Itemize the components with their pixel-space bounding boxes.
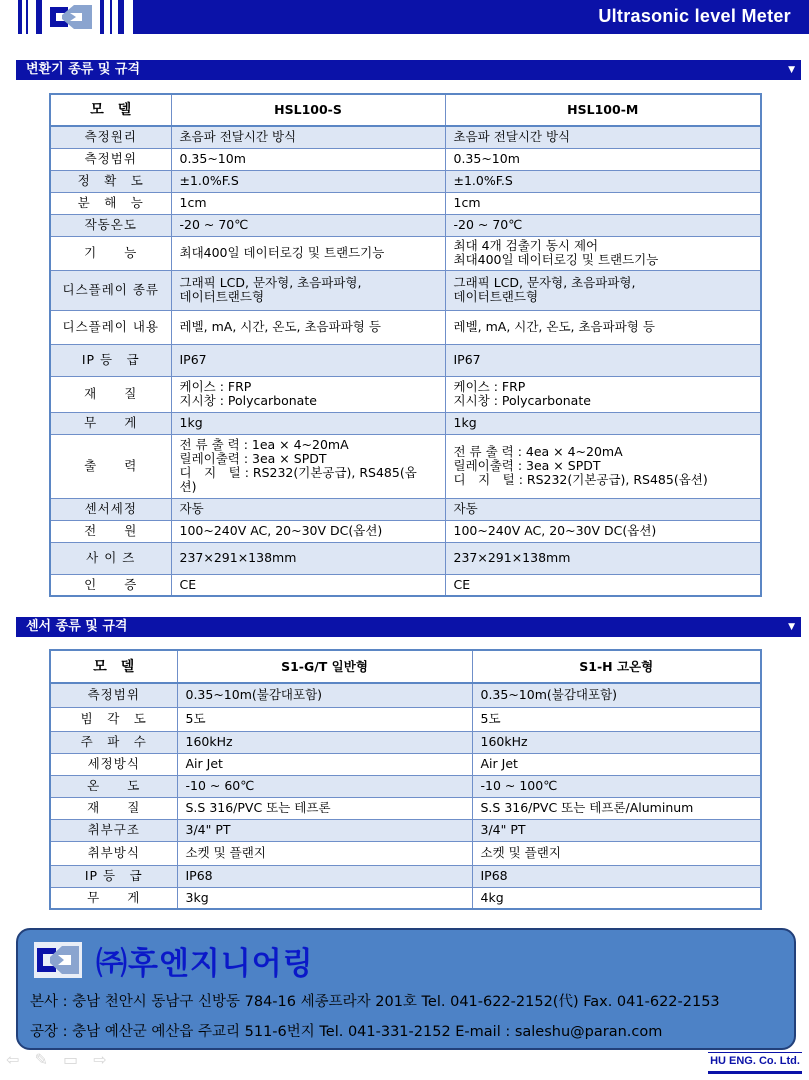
page-title: Ultrasonic level Meter	[598, 6, 791, 26]
section-title: 센서 종류 및 규격	[26, 619, 128, 634]
col-header-s1gt: S1-G/T 일반형	[177, 650, 472, 683]
cell-value: 초음파 전달시간 방식	[445, 126, 761, 148]
cell-value: 케이스 : FRP 지시창 : Polycarbonate	[445, 376, 761, 412]
table-row	[50, 170, 761, 192]
cell-value: 0.35~10m	[445, 148, 761, 170]
cell-value: 자동	[171, 498, 445, 520]
company-logo-icon	[34, 942, 82, 978]
cell-value: 100~240V AC, 20~30V DC(옵션)	[445, 520, 761, 542]
row-label: 빔 각 도	[50, 707, 177, 731]
nav-forward-icon[interactable]: ⇨	[93, 1050, 107, 1069]
cell-value: 최대 4개 검출기 동시 제어 최대400일 데이터로깅 및 트랜드기능	[445, 236, 761, 270]
row-label: 취부방식	[50, 841, 177, 865]
office-address: 본사 : 충남 천안시 동남구 신방동 784-16 세종프라자 201호 Tel. 041-622-2152(代) Fax. 041-622-2153	[30, 994, 720, 1010]
table-row	[50, 753, 761, 775]
row-label: 재 질	[50, 797, 177, 819]
cell-value: -10 ~ 60℃	[177, 775, 472, 797]
table-row	[50, 841, 761, 865]
cell-value: -10 ~ 100℃	[472, 775, 761, 797]
row-label: 측정원리	[50, 126, 171, 148]
dropdown-arrow-icon[interactable]: ▼	[788, 65, 795, 75]
table-row	[50, 310, 761, 344]
table-row	[50, 236, 761, 270]
col-header-hsl100m: HSL100-M	[445, 94, 761, 126]
title-bar	[133, 0, 809, 34]
col-header-model: 모 델	[50, 94, 171, 126]
col-header-hsl100s: HSL100-S	[171, 94, 445, 126]
row-label: 인 증	[50, 574, 171, 596]
section-title: 변환기 종류 및 규격	[26, 62, 141, 77]
company-info-box	[16, 928, 796, 1050]
cell-value: ±1.0%F.S	[445, 170, 761, 192]
cell-value: 0.35~10m	[171, 148, 445, 170]
cell-value: 1cm	[171, 192, 445, 214]
nav-back-icon[interactable]: ⇦	[6, 1050, 20, 1069]
cell-value: 3kg	[177, 887, 472, 909]
table-row	[50, 376, 761, 412]
company-badge: HU ENG. Co. Ltd.	[708, 1052, 802, 1074]
cell-value: IP67	[445, 344, 761, 376]
table-row	[50, 498, 761, 520]
row-label: 센서세정	[50, 498, 171, 520]
cell-value: 3/4" PT	[472, 819, 761, 841]
cell-value: 100~240V AC, 20~30V DC(옵션)	[171, 520, 445, 542]
row-label: 측정범위	[50, 683, 177, 707]
cell-value: 전 류 출 력 : 1ea × 4~20mA 릴레이출력 : 3ea × SPDT 디 지 털 : RS232(기본공급), RS485(옵 션)	[171, 434, 445, 498]
row-label: 사 이 즈	[50, 542, 171, 574]
row-label: 세정방식	[50, 753, 177, 775]
row-label: 무 게	[50, 887, 177, 909]
cell-value: -20 ~ 70℃	[445, 214, 761, 236]
cell-value: CE	[445, 574, 761, 596]
row-label: 기 능	[50, 236, 171, 270]
row-label: 분 해 능	[50, 192, 171, 214]
section-header-converter	[16, 60, 801, 80]
row-label: 정 확 도	[50, 170, 171, 192]
factory-address: 공장 : 충남 예산군 예산읍 주교리 511-6번지 Tel. 041-331-2152 E-mail : saleshu@paran.com	[30, 1024, 663, 1040]
table-row	[50, 707, 761, 731]
page-nav-icons	[6, 1050, 136, 1070]
cell-value: 최대400일 데이터로깅 및 트랜드기능	[171, 236, 445, 270]
cell-value: IP67	[171, 344, 445, 376]
table-row	[50, 775, 761, 797]
nav-edit-icon[interactable]: ✎	[34, 1050, 48, 1069]
cell-value: 그래픽 LCD, 문자형, 초음파파형, 데이터트랜드형	[171, 270, 445, 310]
table-row	[50, 344, 761, 376]
table-row	[50, 887, 761, 909]
row-label: 전 원	[50, 520, 171, 542]
cell-value: ±1.0%F.S	[171, 170, 445, 192]
cell-value: IP68	[472, 865, 761, 887]
cell-value: 레벨, mA, 시간, 온도, 초음파파형 등	[445, 310, 761, 344]
table-row	[50, 865, 761, 887]
section-header-sensor	[16, 617, 801, 637]
dropdown-arrow-icon[interactable]: ▼	[788, 622, 795, 632]
cell-value: 160kHz	[472, 731, 761, 753]
row-label: 온 도	[50, 775, 177, 797]
row-label: 작동온도	[50, 214, 171, 236]
sensor-spec-table	[49, 649, 762, 910]
row-label: 디스플레이 종류	[50, 270, 171, 310]
cell-value: 초음파 전달시간 방식	[171, 126, 445, 148]
cell-value: -20 ~ 70℃	[171, 214, 445, 236]
cell-value: 케이스 : FRP 지시창 : Polycarbonate	[171, 376, 445, 412]
cell-value: 소켓 및 플랜지	[177, 841, 472, 865]
cell-value: IP68	[177, 865, 472, 887]
table-row	[50, 683, 761, 707]
table-row	[50, 731, 761, 753]
cell-value: 자동	[445, 498, 761, 520]
row-label: 취부구조	[50, 819, 177, 841]
col-header-model: 모 델	[50, 650, 177, 683]
col-header-s1h: S1-H 고온형	[472, 650, 761, 683]
table-row	[50, 192, 761, 214]
cell-value: 4kg	[472, 887, 761, 909]
cell-value: 0.35~10m(불감대포함)	[177, 683, 472, 707]
top-banner	[0, 0, 809, 34]
table-row	[50, 574, 761, 596]
company-logo-icon	[48, 3, 94, 31]
cell-value: 1cm	[445, 192, 761, 214]
company-name: ㈜후엔지니어링	[96, 946, 314, 982]
row-label: 출 력	[50, 434, 171, 498]
row-label: IP 등 급	[50, 344, 171, 376]
table-row	[50, 412, 761, 434]
table-row	[50, 126, 761, 148]
row-label: 주 파 수	[50, 731, 177, 753]
cell-value: 0.35~10m(불감대포함)	[472, 683, 761, 707]
cell-value: CE	[171, 574, 445, 596]
cell-value: 전 류 출 력 : 4ea × 4~20mA 릴레이출력 : 3ea × SPDT 디 지 털 : RS232(기본공급), RS485(옵션)	[445, 434, 761, 498]
cell-value: Air Jet	[177, 753, 472, 775]
cell-value: S.S 316/PVC 또는 테프론/Aluminum	[472, 797, 761, 819]
cell-value: 160kHz	[177, 731, 472, 753]
row-label: 재 질	[50, 376, 171, 412]
cell-value: 그래픽 LCD, 문자형, 초음파파형, 데이터트랜드형	[445, 270, 761, 310]
table-row	[50, 520, 761, 542]
row-label: IP 등 급	[50, 865, 177, 887]
table-row	[50, 148, 761, 170]
table-row	[50, 434, 761, 498]
cell-value: 5도	[177, 707, 472, 731]
nav-menu-icon[interactable]: ▭	[63, 1050, 79, 1069]
row-label: 무 게	[50, 412, 171, 434]
cell-value: S.S 316/PVC 또는 테프론	[177, 797, 472, 819]
cell-value: 237×291×138mm	[445, 542, 761, 574]
cell-value: 1kg	[445, 412, 761, 434]
cell-value: Air Jet	[472, 753, 761, 775]
cell-value: 237×291×138mm	[171, 542, 445, 574]
table-row	[50, 542, 761, 574]
converter-spec-table	[49, 93, 762, 597]
table-row	[50, 819, 761, 841]
table-row	[50, 214, 761, 236]
row-label: 디스플레이 내용	[50, 310, 171, 344]
table-row	[50, 797, 761, 819]
row-label: 측정범위	[50, 148, 171, 170]
cell-value: 1kg	[171, 412, 445, 434]
cell-value: 레벨, mA, 시간, 온도, 초음파파형 등	[171, 310, 445, 344]
cell-value: 3/4" PT	[177, 819, 472, 841]
cell-value: 소켓 및 플랜지	[472, 841, 761, 865]
table-row	[50, 270, 761, 310]
cell-value: 5도	[472, 707, 761, 731]
